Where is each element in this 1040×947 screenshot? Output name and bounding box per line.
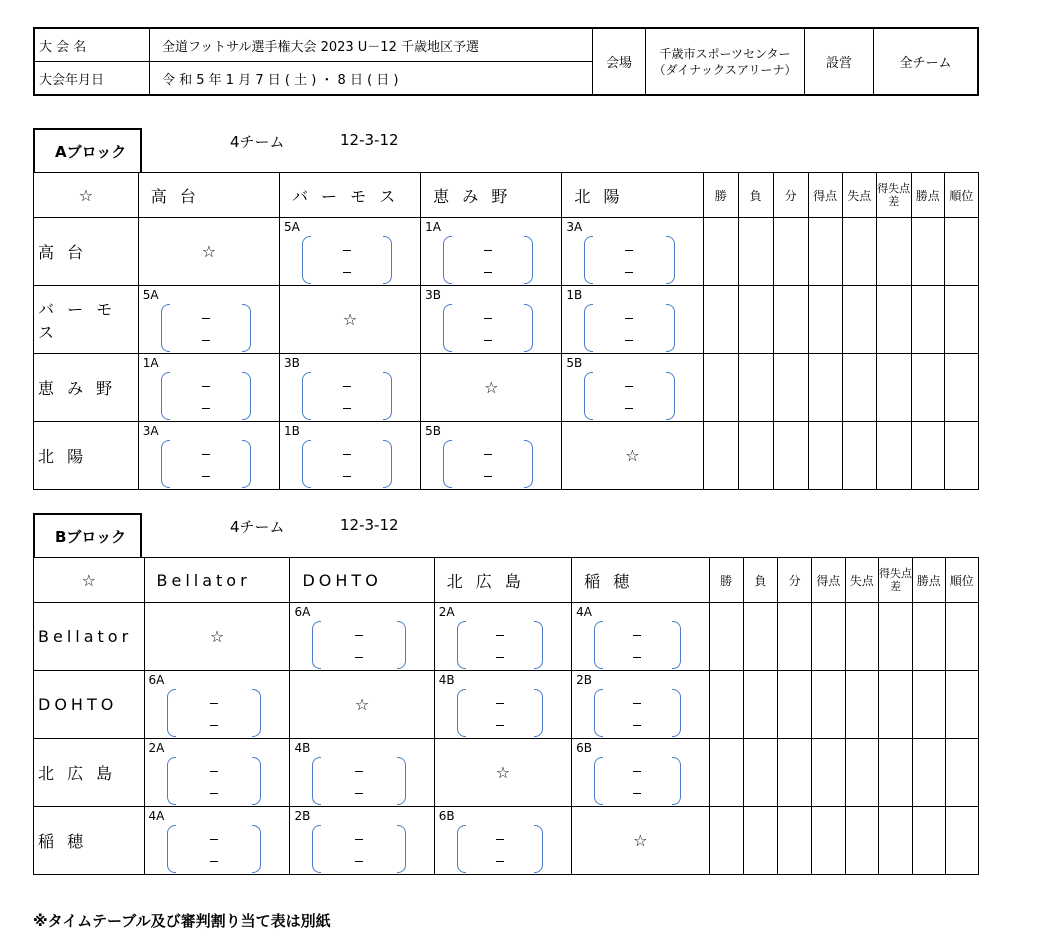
score-brackets — [312, 757, 405, 803]
self-match-star: ☆ — [290, 671, 434, 739]
match-cell — [572, 739, 709, 807]
team-header: 北 広 島 — [434, 558, 571, 603]
tournament-name: 全道フットサル選手権大会 2023 U－12 千歳地区予選 — [150, 28, 593, 62]
match-cell — [144, 671, 290, 739]
score-dash — [355, 861, 363, 862]
score-brackets — [443, 304, 533, 350]
score-brackets — [594, 757, 680, 803]
match-code: 1B — [566, 288, 583, 302]
stat-cell[interactable] — [773, 218, 808, 286]
score-dash — [210, 771, 218, 772]
left-brace-icon — [457, 689, 466, 737]
score-dash — [210, 793, 218, 794]
left-brace-icon — [312, 757, 321, 805]
right-brace-icon — [524, 236, 533, 284]
stat-cell[interactable] — [812, 603, 845, 671]
match-code: 6A — [294, 605, 311, 619]
stat-column-header: 得失点差 — [876, 173, 911, 218]
stat-cell[interactable] — [911, 218, 944, 286]
stat-cell[interactable] — [703, 218, 738, 286]
score-dash — [202, 454, 210, 455]
stat-cell[interactable] — [743, 739, 777, 807]
block-b-table — [33, 557, 979, 875]
stat-cell[interactable] — [876, 422, 911, 490]
stat-column-header: 分 — [773, 173, 808, 218]
score-dash — [496, 703, 504, 704]
right-brace-icon — [666, 236, 675, 284]
stat-cell[interactable] — [944, 218, 978, 286]
stat-cell[interactable] — [842, 354, 876, 422]
stat-cell[interactable] — [812, 807, 845, 875]
score-dash — [202, 318, 210, 319]
score-dash — [355, 793, 363, 794]
stat-cell[interactable] — [945, 671, 978, 739]
left-brace-icon — [443, 236, 452, 284]
right-brace-icon — [524, 304, 533, 352]
left-brace-icon — [302, 372, 311, 420]
footer-note: ※タイムテーブル及び審判割り当て表は別紙 — [33, 912, 331, 930]
right-brace-icon — [666, 372, 675, 420]
venue-sub: （ダイナックスアリーナ） — [653, 62, 797, 77]
left-brace-icon — [443, 440, 452, 488]
row-team-name: Bellator — [34, 603, 145, 671]
match-code: 6A — [148, 673, 165, 687]
self-match-star: ☆ — [434, 739, 571, 807]
score-brackets — [161, 304, 251, 350]
match-cell — [421, 422, 562, 490]
tournament-label: 大 会 名 — [34, 28, 150, 62]
match-code: 6B — [438, 809, 455, 823]
match-code: 4A — [576, 605, 592, 619]
left-brace-icon — [457, 621, 466, 669]
row-team-name: 北 広 島 — [34, 739, 145, 807]
score-dash — [343, 272, 351, 273]
score-brackets — [167, 757, 262, 803]
stat-cell[interactable] — [743, 807, 777, 875]
stat-cell[interactable] — [878, 739, 912, 807]
self-match-star: ☆ — [421, 354, 562, 422]
stat-cell[interactable] — [808, 218, 842, 286]
left-brace-icon — [457, 825, 466, 873]
match-code: 3A — [566, 220, 583, 234]
stat-cell[interactable] — [945, 603, 978, 671]
score-dash — [633, 771, 641, 772]
stat-column-header: 負 — [738, 173, 773, 218]
date-value: 令 和 5 年 1 月 7 日 ( 土 ) ・ 8 日 ( 日 ) — [150, 62, 593, 96]
stat-column-header: 得点 — [812, 558, 845, 603]
stat-cell[interactable] — [812, 739, 845, 807]
stat-column-header: 失点 — [845, 558, 878, 603]
match-cell — [279, 422, 420, 490]
header-table — [33, 27, 979, 96]
score-dash — [633, 793, 641, 794]
match-code: 2A — [148, 741, 165, 755]
stat-cell[interactable] — [778, 807, 812, 875]
score-brackets — [302, 372, 392, 418]
match-code: 1A — [425, 220, 442, 234]
score-dash — [343, 476, 351, 477]
row-team-name: バ ー モ ス — [34, 286, 139, 354]
match-cell — [144, 739, 290, 807]
stat-cell[interactable] — [945, 807, 978, 875]
row-team-name: 高 台 — [34, 218, 139, 286]
score-dash — [484, 476, 492, 477]
match-code: 2B — [294, 809, 311, 823]
match-cell — [421, 218, 562, 286]
stat-cell[interactable] — [773, 286, 808, 354]
score-dash — [496, 657, 504, 658]
match-cell — [572, 603, 709, 671]
date-label: 大会年月日 — [34, 62, 150, 96]
left-brace-icon — [594, 621, 603, 669]
block-a-team-count: 4チーム — [230, 133, 285, 151]
right-brace-icon — [252, 757, 261, 805]
score-dash — [484, 272, 492, 273]
stat-cell[interactable] — [709, 807, 743, 875]
stat-cell[interactable] — [709, 671, 743, 739]
right-brace-icon — [397, 757, 406, 805]
venue-label: 会場 — [593, 28, 646, 95]
stat-column-header: 失点 — [842, 173, 876, 218]
match-code: 3B — [283, 356, 300, 370]
stat-cell[interactable] — [911, 422, 944, 490]
match-cell — [434, 603, 571, 671]
stat-cell[interactable] — [778, 739, 812, 807]
score-dash — [355, 771, 363, 772]
right-brace-icon — [397, 825, 406, 873]
left-brace-icon — [584, 304, 593, 352]
score-brackets — [443, 236, 533, 282]
score-brackets — [167, 689, 262, 735]
row-team-name: 恵 み 野 — [34, 354, 139, 422]
stat-cell[interactable] — [913, 603, 945, 671]
match-code: 1A — [142, 356, 159, 370]
match-code: 2B — [576, 673, 593, 687]
right-brace-icon — [397, 621, 406, 669]
stat-cell[interactable] — [842, 286, 876, 354]
left-brace-icon — [594, 689, 603, 737]
corner-star: ☆ — [34, 173, 139, 218]
stat-column-header: 得点 — [808, 173, 842, 218]
stat-cell[interactable] — [845, 739, 878, 807]
match-cell — [562, 354, 703, 422]
left-brace-icon — [312, 825, 321, 873]
left-brace-icon — [167, 825, 176, 873]
score-dash — [343, 386, 351, 387]
self-match-star: ☆ — [572, 807, 709, 875]
score-dash — [496, 839, 504, 840]
score-brackets — [584, 372, 674, 418]
score-dash — [343, 454, 351, 455]
right-brace-icon — [242, 304, 251, 352]
stat-cell[interactable] — [743, 671, 777, 739]
stat-column-header: 順位 — [945, 558, 978, 603]
stat-cell[interactable] — [878, 603, 912, 671]
right-brace-icon — [383, 372, 392, 420]
match-cell — [434, 807, 571, 875]
right-brace-icon — [672, 689, 681, 737]
stat-cell[interactable] — [876, 286, 911, 354]
score-brackets — [594, 689, 680, 735]
score-dash — [625, 250, 633, 251]
left-brace-icon — [312, 621, 321, 669]
match-code: 6B — [576, 741, 593, 755]
match-cell — [138, 286, 279, 354]
score-dash — [484, 250, 492, 251]
team-header: 恵 み 野 — [421, 173, 562, 218]
venue-name: 千歳市スポーツセンター — [659, 46, 791, 61]
stat-cell[interactable] — [773, 354, 808, 422]
right-brace-icon — [672, 621, 681, 669]
stat-column-header: 負 — [743, 558, 777, 603]
row-team-name: DOHTO — [34, 671, 145, 739]
match-code: 5B — [425, 424, 442, 438]
stat-cell[interactable] — [878, 807, 912, 875]
right-brace-icon — [672, 757, 681, 805]
stat-cell[interactable] — [845, 671, 878, 739]
score-brackets — [161, 440, 251, 486]
right-brace-icon — [242, 372, 251, 420]
stat-cell[interactable] — [808, 422, 842, 490]
score-dash — [343, 250, 351, 251]
score-dash — [625, 318, 633, 319]
block-b-format: 12-3-12 — [340, 516, 399, 534]
score-dash — [633, 703, 641, 704]
score-dash — [210, 839, 218, 840]
stat-cell[interactable] — [944, 286, 978, 354]
stat-column-header: 分 — [778, 558, 812, 603]
self-match-star: ☆ — [138, 218, 279, 286]
self-match-star: ☆ — [562, 422, 703, 490]
score-dash — [496, 861, 504, 862]
right-brace-icon — [252, 825, 261, 873]
stat-column-header: 勝 — [709, 558, 743, 603]
right-brace-icon — [252, 689, 261, 737]
match-code: 4A — [148, 809, 165, 823]
right-brace-icon — [534, 689, 543, 737]
score-brackets — [167, 825, 262, 871]
stat-cell[interactable] — [709, 739, 743, 807]
match-code: 4B — [294, 741, 311, 755]
stat-cell[interactable] — [913, 671, 945, 739]
row-team-name: 稲 穂 — [34, 807, 145, 875]
left-brace-icon — [302, 440, 311, 488]
score-brackets — [584, 304, 674, 350]
score-brackets — [443, 440, 533, 486]
score-brackets — [312, 621, 405, 667]
score-dash — [633, 725, 641, 726]
score-dash — [625, 408, 633, 409]
block-b-team-count: 4チーム — [230, 518, 285, 536]
stat-column-header: 順位 — [944, 173, 978, 218]
venue-cell — [646, 28, 805, 95]
score-brackets — [457, 621, 543, 667]
score-dash — [496, 635, 504, 636]
self-match-star: ☆ — [144, 603, 290, 671]
self-match-star: ☆ — [279, 286, 420, 354]
match-code: 5A — [283, 220, 300, 234]
score-dash — [484, 454, 492, 455]
score-dash — [202, 340, 210, 341]
stat-cell[interactable] — [944, 354, 978, 422]
stat-cell[interactable] — [911, 354, 944, 422]
match-cell — [562, 286, 703, 354]
score-brackets — [302, 440, 392, 486]
match-cell — [290, 739, 434, 807]
match-code: 2A — [438, 605, 455, 619]
score-dash — [484, 340, 492, 341]
row-team-name: 北 陽 — [34, 422, 139, 490]
match-cell — [138, 422, 279, 490]
match-code: 1B — [283, 424, 300, 438]
block-b-label: Bブロック — [33, 513, 142, 557]
right-brace-icon — [666, 304, 675, 352]
left-brace-icon — [167, 757, 176, 805]
stat-column-header: 勝点 — [913, 558, 945, 603]
stat-cell[interactable] — [738, 218, 773, 286]
score-dash — [633, 635, 641, 636]
stat-cell[interactable] — [876, 354, 911, 422]
stat-cell[interactable] — [808, 286, 842, 354]
score-dash — [625, 386, 633, 387]
score-dash — [355, 839, 363, 840]
score-dash — [355, 657, 363, 658]
match-cell — [572, 671, 709, 739]
team-header: 高 台 — [138, 173, 279, 218]
match-cell — [290, 603, 434, 671]
score-brackets — [584, 236, 674, 282]
score-dash — [210, 703, 218, 704]
stat-cell[interactable] — [738, 354, 773, 422]
stat-cell[interactable] — [845, 807, 878, 875]
score-brackets — [594, 621, 680, 667]
stat-cell[interactable] — [738, 422, 773, 490]
block-a-label: Aブロック — [33, 128, 142, 172]
match-cell — [434, 671, 571, 739]
match-cell — [279, 218, 420, 286]
left-brace-icon — [161, 440, 170, 488]
score-dash — [625, 272, 633, 273]
stat-cell[interactable] — [738, 286, 773, 354]
left-brace-icon — [161, 372, 170, 420]
match-code: 3A — [142, 424, 159, 438]
corner-star: ☆ — [34, 558, 145, 603]
right-brace-icon — [242, 440, 251, 488]
team-header: 稲 穂 — [572, 558, 709, 603]
stat-cell[interactable] — [703, 422, 738, 490]
stat-cell[interactable] — [911, 286, 944, 354]
score-brackets — [457, 689, 543, 735]
team-header: Bellator — [144, 558, 290, 603]
right-brace-icon — [534, 825, 543, 873]
stat-cell[interactable] — [876, 218, 911, 286]
left-brace-icon — [594, 757, 603, 805]
right-brace-icon — [534, 621, 543, 669]
stat-cell[interactable] — [773, 422, 808, 490]
match-cell — [421, 286, 562, 354]
block-a-format: 12-3-12 — [340, 131, 399, 149]
setup-label: 設営 — [805, 28, 874, 95]
match-code: 3B — [425, 288, 442, 302]
score-brackets — [457, 825, 543, 871]
score-dash — [210, 725, 218, 726]
right-brace-icon — [383, 236, 392, 284]
stat-cell[interactable] — [913, 739, 945, 807]
score-dash — [202, 408, 210, 409]
stat-cell[interactable] — [709, 603, 743, 671]
left-brace-icon — [584, 236, 593, 284]
match-code: 5B — [566, 356, 583, 370]
score-dash — [355, 635, 363, 636]
match-code: 4B — [438, 673, 455, 687]
stat-cell[interactable] — [778, 671, 812, 739]
team-header: DOHTO — [290, 558, 434, 603]
score-dash — [496, 725, 504, 726]
match-cell — [138, 354, 279, 422]
stat-cell[interactable] — [913, 807, 945, 875]
match-cell — [144, 807, 290, 875]
right-brace-icon — [524, 440, 533, 488]
stat-cell[interactable] — [945, 739, 978, 807]
score-dash — [343, 408, 351, 409]
score-brackets — [161, 372, 251, 418]
stat-column-header: 得失点差 — [878, 558, 912, 603]
stat-cell[interactable] — [944, 422, 978, 490]
stat-cell[interactable] — [743, 603, 777, 671]
score-dash — [484, 318, 492, 319]
score-dash — [202, 386, 210, 387]
left-brace-icon — [161, 304, 170, 352]
match-cell — [562, 218, 703, 286]
setup-value: 全チーム — [874, 28, 979, 95]
stat-column-header: 勝点 — [911, 173, 944, 218]
stat-column-header: 勝 — [703, 173, 738, 218]
score-brackets — [312, 825, 405, 871]
score-dash — [202, 476, 210, 477]
stat-cell[interactable] — [703, 286, 738, 354]
stat-cell[interactable] — [845, 603, 878, 671]
score-dash — [633, 657, 641, 658]
left-brace-icon — [302, 236, 311, 284]
block-a-table — [33, 172, 979, 490]
team-header: バ ー モ ス — [279, 173, 420, 218]
stat-cell[interactable] — [842, 218, 876, 286]
right-brace-icon — [383, 440, 392, 488]
stat-cell[interactable] — [878, 671, 912, 739]
left-brace-icon — [167, 689, 176, 737]
left-brace-icon — [443, 304, 452, 352]
score-dash — [210, 861, 218, 862]
score-brackets — [302, 236, 392, 282]
match-code: 5A — [142, 288, 159, 302]
stat-cell[interactable] — [703, 354, 738, 422]
left-brace-icon — [584, 372, 593, 420]
stat-cell[interactable] — [842, 422, 876, 490]
score-dash — [625, 340, 633, 341]
stat-cell[interactable] — [778, 603, 812, 671]
stat-cell[interactable] — [808, 354, 842, 422]
match-cell — [279, 354, 420, 422]
match-cell — [290, 807, 434, 875]
stat-cell[interactable] — [812, 671, 845, 739]
team-header: 北 陽 — [562, 173, 703, 218]
